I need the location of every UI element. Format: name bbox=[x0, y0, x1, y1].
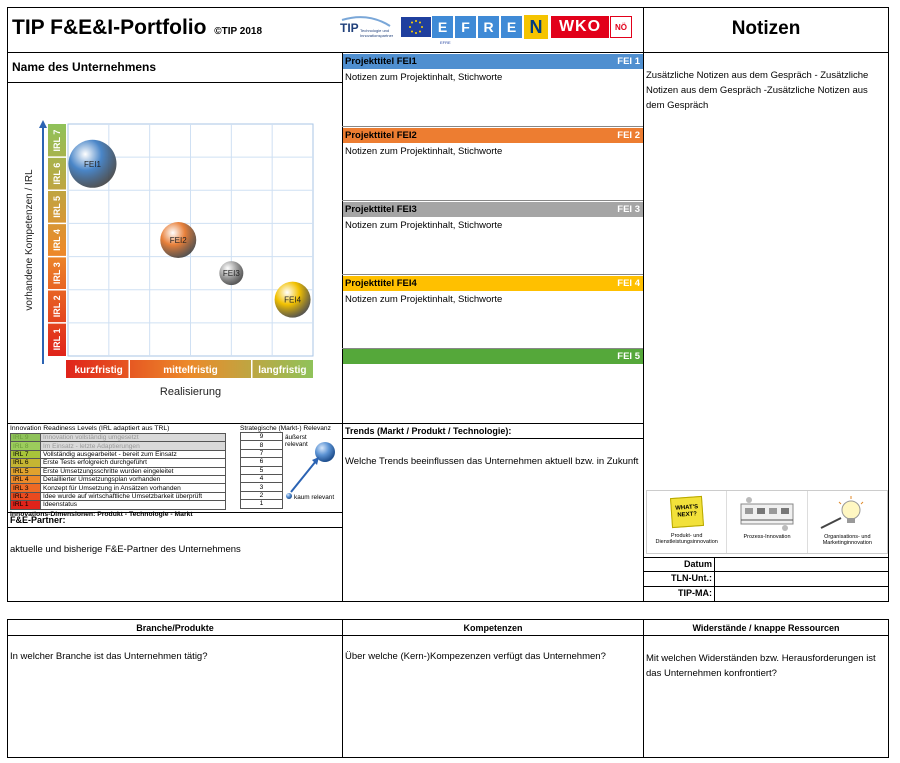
irl-level: IRL 2 bbox=[11, 492, 41, 500]
irl-description: Detaillierter Umsetzungsplan vorhanden bbox=[41, 475, 226, 483]
irl-dimensions: Innovations-Dimensionen: Produkt - Technologie - Markt bbox=[10, 510, 193, 518]
eu-flag-logo bbox=[401, 17, 431, 37]
y-axis-label: vorhandene Kompetenzen / IRL bbox=[24, 169, 35, 311]
tip-logo bbox=[338, 14, 398, 42]
noe-logo: NÖ bbox=[610, 16, 632, 38]
noe-n-logo: N bbox=[524, 15, 548, 39]
relevance-row bbox=[241, 433, 283, 441]
relevance-row bbox=[241, 466, 283, 474]
relevance-level: 3 bbox=[241, 483, 283, 491]
innovation-type-caption: Prozess-Innovation bbox=[743, 534, 791, 540]
irl-table bbox=[10, 433, 226, 510]
relevance-scale bbox=[240, 432, 283, 509]
irl-row bbox=[11, 475, 226, 483]
branche-text[interactable]: In welcher Branche ist das Unternehmen tätig? bbox=[10, 651, 208, 662]
innovation-type-process bbox=[727, 491, 807, 553]
project-tag: FEI 1 bbox=[617, 56, 640, 67]
irl-level: IRL 5 bbox=[11, 467, 41, 475]
irl-row bbox=[11, 459, 226, 467]
wko-logo: WKO bbox=[551, 16, 609, 38]
bubble-label: FEI4 bbox=[284, 295, 302, 305]
project-tag: FEI 5 bbox=[617, 351, 640, 362]
irl-level: IRL 4 bbox=[11, 475, 41, 483]
relevance-row bbox=[241, 458, 283, 466]
irl-description: Innovation vollständig umgesetzt bbox=[41, 434, 226, 442]
kompetenzen-title: Kompetenzen bbox=[463, 623, 523, 633]
irl-description: Ideenstatus bbox=[41, 501, 226, 509]
x-tick-label: kurzfristig bbox=[74, 365, 123, 376]
y-tick-label: IRL 6 bbox=[52, 162, 62, 185]
project-note[interactable]: Notizen zum Projektinhalt, Stichworte bbox=[345, 72, 503, 83]
efre-logo-text: EFRE bbox=[440, 40, 451, 45]
relevance-level: 2 bbox=[241, 491, 283, 499]
relevance-level: 7 bbox=[241, 449, 283, 457]
relevance-row bbox=[241, 474, 283, 482]
project-title: Projekttitel FEI4 bbox=[345, 278, 417, 289]
svg-text:TIP: TIP bbox=[340, 21, 359, 35]
relevance-row bbox=[241, 491, 283, 499]
widerstaende-title: Widerstände / knappe Ressourcen bbox=[692, 623, 840, 633]
irl-level: IRL 9 bbox=[11, 434, 41, 442]
project-note[interactable]: Notizen zum Projektinhalt, Stichworte bbox=[345, 220, 503, 231]
y-axis-arrowhead bbox=[39, 120, 47, 128]
project-bar-4[interactable] bbox=[343, 276, 643, 291]
relevance-bottom-label: kaum relevant bbox=[294, 494, 335, 501]
relevance-level: 8 bbox=[241, 441, 283, 449]
svg-text:Innovationspartner: Innovationspartner bbox=[360, 33, 394, 38]
innovation-type-caption: Produkt- und Dienstleistungsinnovation bbox=[655, 533, 718, 545]
widerstaende-text[interactable]: Mit welchen Widerständen bzw. Herausforderungen ist das Unternehmen konfrontiert? bbox=[646, 653, 876, 679]
notes-title: Notizen bbox=[731, 18, 801, 39]
irl-description: Idee wurde auf wirtschaftliche Umsetzbarkeit überprüft bbox=[41, 492, 226, 500]
relevance-level: 1 bbox=[241, 500, 283, 508]
partners-label: F&E-Partner: bbox=[10, 515, 66, 525]
project-title: Projekttitel FEI3 bbox=[345, 204, 417, 215]
bubble-label: FEI3 bbox=[222, 269, 240, 279]
innovation-type-organisation bbox=[808, 491, 887, 553]
x-tick-label: langfristig bbox=[258, 365, 307, 376]
trends-text[interactable]: Welche Trends beeinflussen das Unternehmen aktuell bzw. in Zukunft bbox=[345, 456, 639, 467]
lightbulb-icon bbox=[815, 494, 879, 532]
relevance-level: 4 bbox=[241, 474, 283, 482]
relevance-level: 5 bbox=[241, 466, 283, 474]
bottom-frame bbox=[7, 619, 889, 758]
relevance-title: Strategische (Markt-) Relevanz bbox=[240, 425, 331, 432]
tip-ma-field[interactable] bbox=[716, 587, 886, 600]
relevance-level: 9 bbox=[241, 433, 283, 441]
relevance-row bbox=[241, 500, 283, 508]
date-field[interactable] bbox=[716, 558, 886, 570]
company-name-label[interactable]: Name des Unternehmens bbox=[12, 60, 157, 74]
partners-text[interactable]: aktuelle und bisherige F&E-Partner des Unternehmens bbox=[10, 544, 241, 555]
irl-row bbox=[11, 501, 226, 509]
project-note[interactable]: Notizen zum Projektinhalt, Stichworte bbox=[345, 146, 503, 157]
svg-text:Technologie und: Technologie und bbox=[360, 28, 390, 33]
irl-row bbox=[11, 467, 226, 475]
irl-description: Konzept für Umsetzung in Ansätzen vorhanden bbox=[41, 484, 226, 492]
irl-level: IRL 6 bbox=[11, 459, 41, 467]
irl-level: IRL 7 bbox=[11, 450, 41, 458]
y-tick-label: IRL 4 bbox=[52, 229, 62, 251]
kompetenzen-text[interactable]: Über welche (Kern-)Kompezenzen verfügt das Unternehmen? bbox=[345, 651, 606, 662]
relevance-row bbox=[241, 449, 283, 457]
relevance-level: 6 bbox=[241, 458, 283, 466]
project-bar-2[interactable] bbox=[343, 128, 643, 143]
date-label: Datum bbox=[683, 559, 712, 569]
irl-description: Im Einsatz - letzte Adaptierungen bbox=[41, 442, 226, 450]
y-tick-label: IRL 3 bbox=[52, 262, 62, 285]
y-tick-label: IRL 5 bbox=[52, 195, 62, 218]
irl-row bbox=[11, 434, 226, 442]
innovation-types bbox=[646, 490, 888, 554]
irl-description: Erste Tests erfolgreich durchgeführt bbox=[41, 459, 226, 467]
innovation-type-caption: Organisations- und Marketinginnovation bbox=[822, 534, 872, 546]
project-title: Projekttitel FEI1 bbox=[345, 56, 417, 67]
irl-description: Vollständig ausgearbeitet - bereit zum Einsatz bbox=[41, 450, 226, 458]
project-tag: FEI 4 bbox=[617, 278, 640, 289]
project-note[interactable]: Notizen zum Projektinhalt, Stichworte bbox=[345, 294, 503, 305]
irl-description: Erste Umsetzungsschritte wurden eingeleitet bbox=[41, 467, 226, 475]
copyright: ©TIP 2018 bbox=[214, 26, 263, 37]
x-axis-label: Realisierung bbox=[159, 386, 222, 398]
portfolio-chart bbox=[20, 112, 320, 404]
project-bar-5[interactable] bbox=[343, 349, 643, 364]
relevance-row bbox=[241, 483, 283, 491]
process-icon bbox=[735, 494, 799, 532]
tln-label: TLN-Unt.: bbox=[671, 573, 712, 583]
project-bar-3[interactable] bbox=[343, 202, 643, 217]
efre-logo: E F R E bbox=[432, 16, 522, 38]
bubble-label: FEI1 bbox=[84, 159, 101, 169]
whats-next-icon: WHAT'S NEXT? bbox=[670, 496, 704, 528]
branche-title: Branche/Produkte bbox=[136, 623, 214, 633]
x-tick-label: mittelfristig bbox=[163, 365, 218, 376]
irl-row bbox=[11, 442, 226, 450]
irl-level: IRL 1 bbox=[11, 501, 41, 509]
y-tick-label: IRL 2 bbox=[52, 295, 62, 318]
project-title: Projekttitel FEI2 bbox=[345, 130, 417, 141]
y-tick-label: IRL 1 bbox=[52, 328, 62, 351]
irl-legend-title: Innovation Readiness Levels (IRL adaptiert aus TRL) bbox=[10, 425, 170, 432]
project-tag: FEI 2 bbox=[617, 130, 640, 141]
y-tick-label: IRL 7 bbox=[52, 129, 62, 152]
irl-row bbox=[11, 484, 226, 492]
innovation-type-product bbox=[647, 491, 727, 553]
trends-label: Trends (Markt / Produkt / Technologie): bbox=[345, 426, 512, 436]
page-title: TIP F&E&I-Portfolio ©TIP 2018 bbox=[12, 16, 263, 39]
relevance-row bbox=[241, 441, 283, 449]
project-tag: FEI 3 bbox=[617, 204, 640, 215]
project-bar-1[interactable] bbox=[343, 54, 643, 69]
irl-level: IRL 8 bbox=[11, 442, 41, 450]
notes-text[interactable]: Zusätzliche Notizen aus dem Gespräch - Zusätzliche Notizen aus dem Gespräch -Zusätzliche Notizen aus dem Gespräch bbox=[646, 70, 869, 111]
bubble-label: FEI2 bbox=[169, 236, 187, 245]
irl-level: IRL 3 bbox=[11, 484, 41, 492]
tln-field[interactable] bbox=[716, 572, 886, 585]
irl-row bbox=[11, 492, 226, 500]
irl-row bbox=[11, 450, 226, 458]
relevance-top-label: äußerst relevant bbox=[285, 434, 308, 448]
tip-ma-label: TIP-MA: bbox=[678, 588, 712, 598]
irl-legend bbox=[10, 425, 232, 519]
